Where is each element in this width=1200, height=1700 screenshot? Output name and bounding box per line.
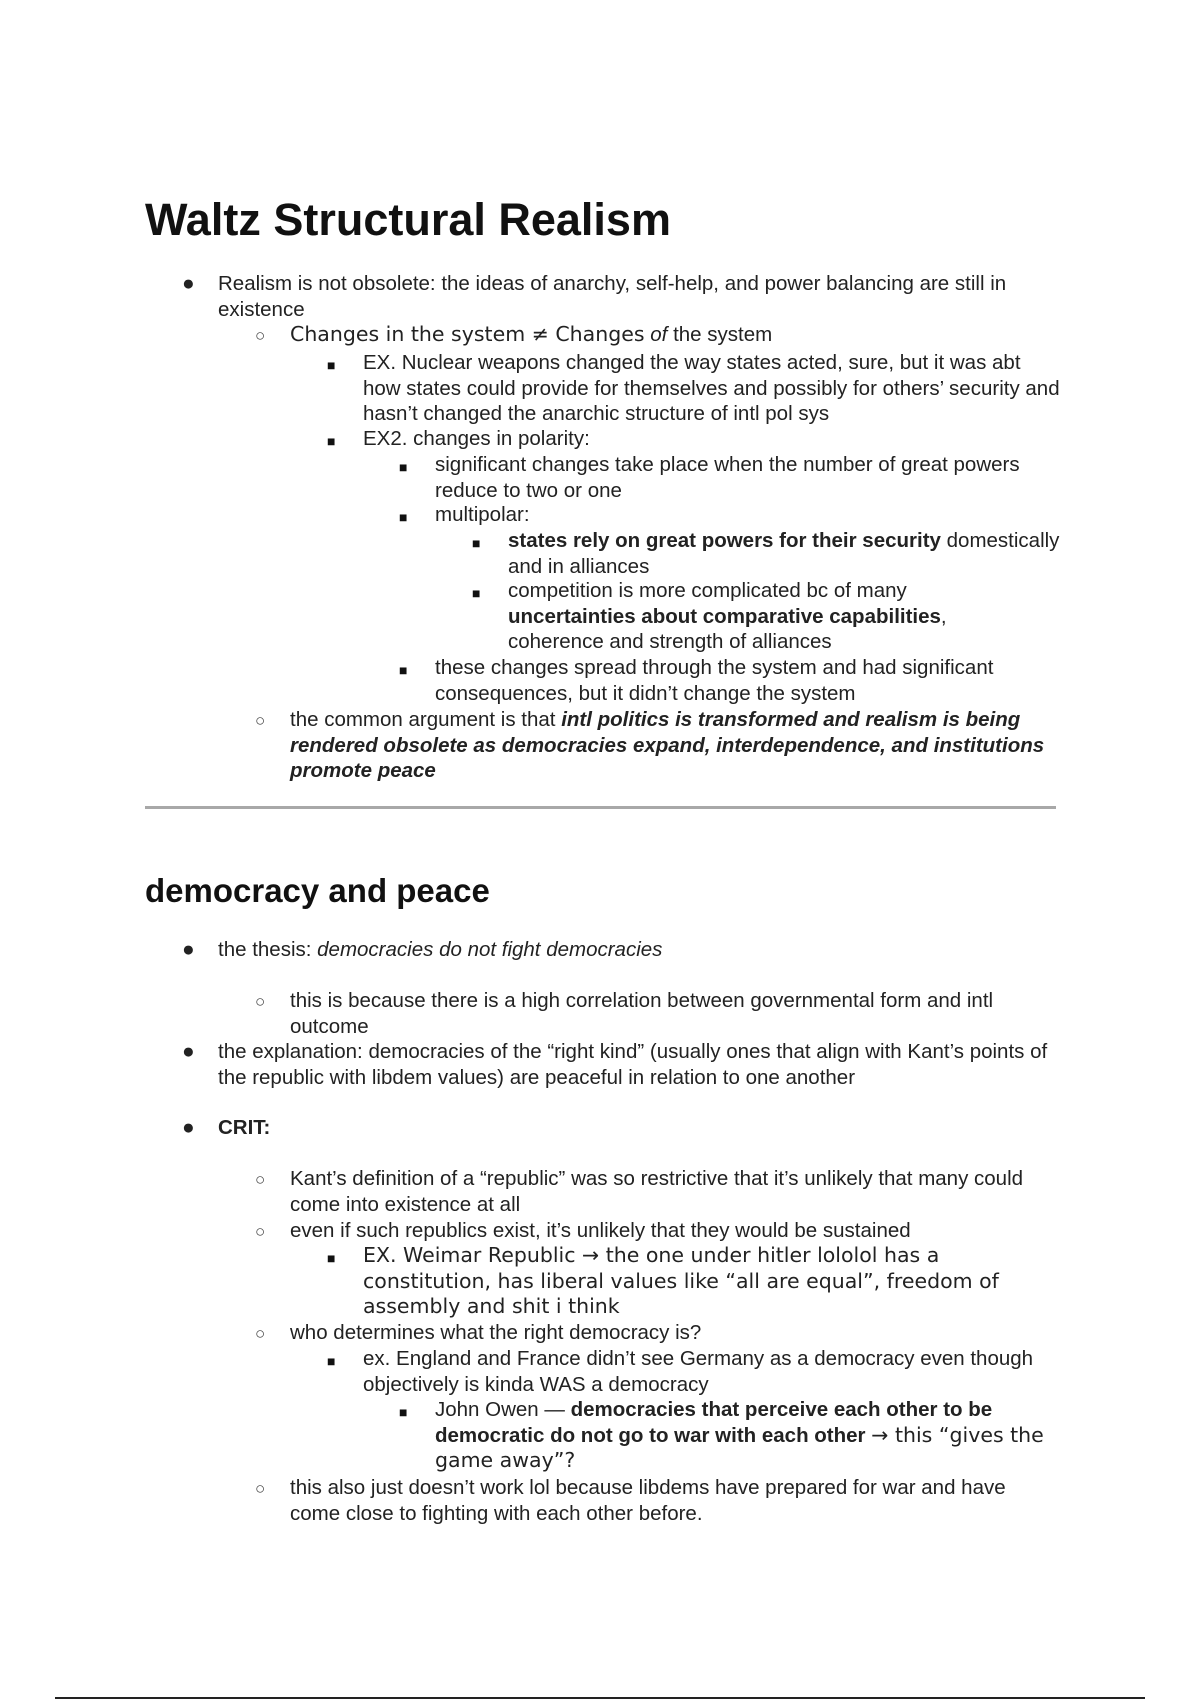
list-item-text: the system — [673, 323, 773, 346]
list-item — [327, 426, 1060, 452]
bullet-square-icon: ■ — [327, 357, 336, 373]
section-title-democracy: democracy and peace — [145, 872, 490, 909]
bullet-circle-icon: ○ — [255, 1479, 266, 1498]
list-item — [399, 452, 1060, 503]
list-item — [327, 350, 1060, 427]
bullet-disc-icon: ● — [182, 938, 195, 961]
list-item-text: Realism is not obsolete: the ideas of anarchy, self-help, and power balancing are still in existence — [218, 272, 1007, 321]
page-bottom-rule — [55, 1697, 1145, 1699]
list-item — [399, 655, 1060, 706]
list-item — [182, 271, 1060, 322]
list-item-text-bold: CRIT: — [218, 1116, 271, 1139]
bullet-circle-icon: ○ — [255, 326, 266, 345]
list-item-text: Kant’s definition of a “republic” was so restrictive that it’s unlikely that many could come into existence at all — [290, 1167, 1024, 1216]
list-item-text: EX2. changes in polarity: — [363, 427, 590, 450]
list-item-text: these changes spread through the system and had significant consequences, but it didn’t change the system — [435, 656, 994, 705]
list-item-text-bold: states rely on great powers for their security — [508, 529, 941, 552]
bullet-square-icon: ■ — [399, 459, 408, 475]
bullet-square-icon: ■ — [327, 433, 336, 449]
list-item — [399, 1397, 1060, 1474]
list-item — [472, 578, 1008, 655]
list-item-text: EX. Nuclear weapons changed the way states acted, sure, but it was abt how states could provide for themselves and possibly for others’ security and hasn’t changed the anarchic structure of intl pol sys — [363, 351, 1060, 425]
list-item — [182, 1115, 1060, 1141]
list-item-text: the thesis: — [218, 938, 312, 961]
list-item — [472, 528, 1060, 579]
list-item-text: who determines what the right democracy is? — [290, 1321, 702, 1344]
bullet-square-icon: ■ — [327, 1353, 336, 1369]
list-item — [255, 1166, 1060, 1217]
list-item — [255, 322, 1060, 348]
bullet-circle-icon: ○ — [255, 1170, 266, 1189]
list-item-text: John Owen — — [435, 1398, 565, 1421]
list-item-text: domestically and in alliances — [508, 529, 1060, 578]
list-item-text: significant changes take place when the number of great powers reduce to two or one — [435, 453, 1020, 502]
list-item-text: the common argument is that — [290, 708, 556, 731]
list-item-text: → this “gives the game away”? — [435, 1422, 1044, 1472]
list-item — [182, 937, 1060, 963]
list-item-text-italic: of — [650, 323, 668, 346]
list-item — [399, 502, 1060, 528]
list-item — [255, 988, 1060, 1039]
section-title-waltz: Waltz Structural Realism — [145, 194, 671, 245]
list-item-text-bold: democracies that perceive each other to be democratic do not go to war with each other — [435, 1398, 993, 1447]
bullet-disc-icon: ● — [182, 272, 195, 295]
list-item-text: , coherence and strength of alliances — [508, 604, 947, 653]
bullet-disc-icon: ● — [182, 1040, 195, 1063]
list-item — [182, 1039, 1060, 1090]
list-item — [255, 1475, 1060, 1526]
list-item — [255, 1218, 1060, 1244]
list-item-text-italic: democracies do not fight democracies — [317, 938, 663, 961]
list-item-text-bold-italic: intl politics is transformed and realism is being rendered obsolete as democracies expand, interdependence, and institutions promote peace — [290, 708, 1045, 782]
bullet-square-icon: ■ — [399, 662, 408, 678]
list-item — [327, 1346, 1060, 1397]
list-item — [327, 1243, 1060, 1320]
list-item-text: multipolar: — [435, 503, 530, 526]
list-item-text: Changes in the system ≠ Changes — [290, 322, 645, 346]
list-item — [255, 1320, 1060, 1346]
bullet-circle-icon: ○ — [255, 1222, 266, 1241]
list-item-text: EX. Weimar Republic → the one under hitler lololol has a constitution, has liberal values like “all are equal”, freedom of assembly and shit i think — [363, 1243, 999, 1318]
bullet-circle-icon: ○ — [255, 992, 266, 1011]
list-item-text: competition is more complicated bc of many — [508, 579, 907, 602]
horizontal-divider — [145, 806, 1056, 809]
bullet-square-icon: ■ — [399, 509, 408, 525]
list-item-text: this is because there is a high correlation between governmental form and intl outcome — [290, 989, 994, 1038]
bullet-circle-icon: ○ — [255, 1324, 266, 1343]
list-item — [255, 707, 1060, 784]
bullet-square-icon: ■ — [327, 1250, 336, 1266]
list-item-text: the explanation: democracies of the “right kind” (usually ones that align with Kant’s points of the republic with libdem values) are peaceful in relation to one another — [218, 1040, 1048, 1089]
bullet-square-icon: ■ — [472, 585, 481, 601]
list-item-text: ex. England and France didn’t see Germany as a democracy even though objectively is kinda WAS a democracy — [363, 1347, 1034, 1396]
bullet-square-icon: ■ — [399, 1404, 408, 1420]
list-item-text: this also just doesn’t work lol because libdems have prepared for war and have come close to fighting with each other before. — [290, 1476, 1006, 1525]
bullet-disc-icon: ● — [182, 1116, 195, 1139]
list-item-text: even if such republics exist, it’s unlikely that they would be sustained — [290, 1219, 911, 1242]
bullet-square-icon: ■ — [472, 535, 481, 551]
bullet-circle-icon: ○ — [255, 711, 266, 730]
list-item-text-bold: uncertainties about comparative capabilities — [508, 604, 941, 628]
